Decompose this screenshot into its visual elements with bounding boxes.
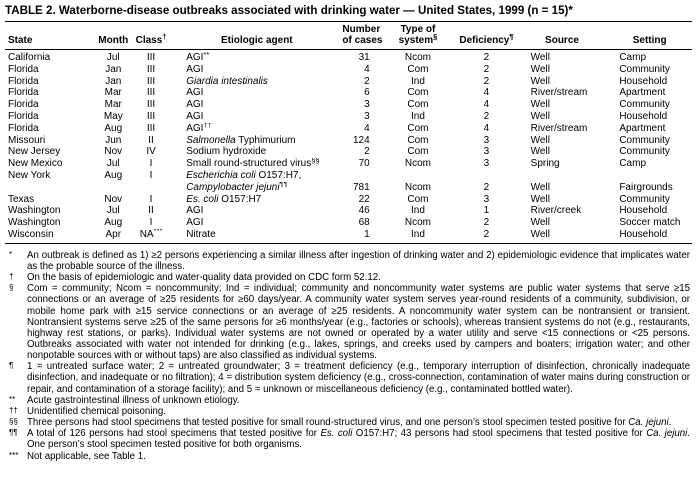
cell-type: Com xyxy=(407,99,429,111)
cell-setting: Community xyxy=(619,63,670,75)
footnote-marker: ¶¶ xyxy=(9,428,18,438)
table-row xyxy=(5,229,692,243)
cell-setting: Apartment xyxy=(619,87,666,99)
cell-setting: Household xyxy=(619,110,668,122)
cell-state: Florida xyxy=(8,75,39,87)
footnote-text: Unidentified chemical poisoning. xyxy=(27,405,166,417)
table-row xyxy=(5,146,692,158)
cell-cls: III xyxy=(146,63,156,75)
footnote-marker: §§ xyxy=(9,417,18,427)
table-row xyxy=(5,50,692,64)
table-row xyxy=(5,135,692,147)
cell-month: Jul xyxy=(106,52,120,63)
footnote-text: A total of 126 persons had stool specimens that tested positive for Es. coli O157:H7; 43 persons had stool specimens that tested positive for Ca. jejuni. One person’s stool specimen tested positive for both organisms. xyxy=(27,428,690,451)
footnote xyxy=(5,428,692,450)
cell-source: Well xyxy=(530,193,550,205)
table-row xyxy=(5,99,692,111)
cell-cases: 68 xyxy=(358,217,370,229)
footnote-marker: * xyxy=(9,249,13,259)
cell-state: Washington xyxy=(8,217,61,229)
cell-def xyxy=(456,170,516,182)
cell-agent: Campylobacter jejuni¶¶ xyxy=(186,181,288,193)
cell-cls: III xyxy=(146,75,156,87)
cell-month: Apr xyxy=(105,228,122,240)
cell-agent: Escherichia coli O157:H7, xyxy=(186,169,302,181)
cell-type: Ncom xyxy=(404,181,432,193)
cell-month xyxy=(96,182,131,194)
cell-agent: AGI xyxy=(186,99,204,111)
column-header-month: Month xyxy=(96,24,131,50)
cell-setting: Household xyxy=(619,75,668,87)
cell-setting: Community xyxy=(619,193,670,205)
cell-state xyxy=(5,182,96,194)
cell-type: Com xyxy=(407,146,429,158)
cell-type: Ind xyxy=(411,110,425,122)
table-row xyxy=(5,194,692,206)
title-rule xyxy=(5,21,692,22)
cell-state: New Mexico xyxy=(8,158,63,170)
cell-agent: AGI xyxy=(186,63,204,75)
cell-agent: Giardia intestinalis xyxy=(186,75,268,87)
cell-month: Aug xyxy=(104,169,123,181)
footnote-marker: †† xyxy=(9,405,18,415)
cell-source: River/stream xyxy=(530,87,588,99)
cell-def: 2 xyxy=(483,75,490,87)
footnote-marker: ** xyxy=(9,394,16,404)
cell-def: 2 xyxy=(483,110,490,122)
footnote xyxy=(5,395,692,406)
cell-month: Jan xyxy=(105,63,122,75)
cell-setting: Camp xyxy=(619,52,647,63)
cell-type: Com xyxy=(407,122,429,134)
cell-state: Wisconsin xyxy=(8,228,54,240)
cell-type: Ncom xyxy=(404,217,432,229)
cell-cls: I xyxy=(149,158,153,170)
cell-agent: AGI** xyxy=(186,49,210,63)
cell-cases: 4 xyxy=(364,63,370,75)
footnote-text: Acute gastrointestinal illness of unknown etiology. xyxy=(27,394,240,406)
cell-cases: 31 xyxy=(358,52,370,63)
cell-source: Well xyxy=(530,75,550,87)
column-header-type: Type of system§ xyxy=(380,24,457,50)
footnote-text: Three persons had stool specimens that tested positive for small round-structured virus, and one person’s stool specimen tested positive for Ca. jejuni. xyxy=(27,417,672,429)
cell-def: 4 xyxy=(483,122,490,134)
footnote-text: On the basis of epidemiologic and water-quality data provided on CDC form 52.12. xyxy=(27,272,381,284)
table-row xyxy=(5,158,692,170)
cell-type: Ind xyxy=(411,228,425,240)
cell-def: 1 xyxy=(483,205,490,217)
cell-def: 3 xyxy=(483,158,490,170)
cell-def: 2 xyxy=(483,217,490,229)
column-header-cls: Class† xyxy=(131,24,171,50)
footnote xyxy=(5,272,692,283)
footnote-marker: ¶ xyxy=(9,361,14,371)
cell-source: Well xyxy=(530,146,550,158)
cell-agent: AGI xyxy=(186,217,204,229)
cell-def: 2 xyxy=(483,63,490,75)
cell-month: Mar xyxy=(104,87,122,99)
cell-cases: 1 xyxy=(364,228,370,240)
cell-month: Mar xyxy=(104,99,122,111)
table-body xyxy=(5,50,692,244)
cell-def: 2 xyxy=(483,52,490,63)
cell-month: Jul xyxy=(106,205,120,217)
footnote xyxy=(5,361,692,394)
cell-def: 3 xyxy=(483,146,490,158)
cell-agent: Sodium hydroxide xyxy=(186,146,267,158)
footnote-marker: *** xyxy=(9,450,19,460)
cell-def: 2 xyxy=(483,181,490,193)
cell-agent: Small round-structured virus§§ xyxy=(186,158,320,170)
cell-setting: Soccer match xyxy=(619,217,681,229)
cell-agent: Nitrate xyxy=(186,228,216,240)
cell-cls: II xyxy=(148,205,154,217)
cell-state: Florida xyxy=(8,99,39,111)
cell-source: Well xyxy=(530,99,550,111)
cell-state: Washington xyxy=(8,205,61,217)
cell-agent: AGI xyxy=(186,205,204,217)
table-row xyxy=(5,64,692,76)
table-row xyxy=(5,205,692,217)
cell-cases: 781 xyxy=(353,181,370,193)
cell-cases: 4 xyxy=(364,122,370,134)
table-row xyxy=(5,182,692,194)
cell-cls: III xyxy=(146,52,156,63)
cell-month: Jun xyxy=(105,134,122,146)
cell-cls xyxy=(131,182,171,194)
cell-cls: III xyxy=(146,110,156,122)
table-row xyxy=(5,87,692,99)
cell-state: California xyxy=(8,52,51,63)
cell-month: Jan xyxy=(105,75,122,87)
cell-month: Jul xyxy=(106,158,120,170)
cell-cases: 3 xyxy=(364,99,370,111)
cell-source: Well xyxy=(530,181,550,193)
footnote-text: Not applicable, see Table 1. xyxy=(27,450,146,462)
cell-state: Texas xyxy=(8,193,35,205)
cell-month: Aug xyxy=(104,217,123,229)
table-row xyxy=(5,123,692,135)
cell-cases xyxy=(342,170,379,182)
column-header-agent: Etiologic agent xyxy=(171,24,342,50)
header-row xyxy=(5,24,692,50)
cell-setting: Community xyxy=(619,146,670,158)
cell-cases: 2 xyxy=(364,75,370,87)
cell-def: 4 xyxy=(483,87,490,99)
cell-setting: Community xyxy=(619,134,670,146)
footnote xyxy=(5,451,692,462)
cell-source: Well xyxy=(530,63,550,75)
cell-def: 2 xyxy=(483,228,490,240)
column-header-cases: Number of cases xyxy=(342,24,379,50)
footnote-text: Com = community; Ncom = noncommunity; Ind = individual; community and noncommunity water systems are public water systems that serve ≥15 connections or an average of ≥25 residents for ≥60 days/year. A community water system serves year-round residents of a community, subdivision, or mobile home park with ≥15 service connections or an average of ≥25 residents. A noncommunity water system can be nontransient or transient. Nontransient systems serve ≥25 of the same persons for ≥6 months/year (e.g., factories or schools), whereas transient systems do not (e.g., restaurants, highway rest stations, or parks). Individual water systems are not owned or operated by a water utility and serve <15 connections or <25 persons. Outbreaks associated with water not intended for drinking (e.g., lakes, springs, and creeks used by campers and boaters; irrigation water; and other nonpotable sources with or without taps) are also classified as individual systems. xyxy=(27,283,690,362)
cell-month: Nov xyxy=(104,193,123,205)
footnote xyxy=(5,406,692,417)
table-row xyxy=(5,111,692,123)
cell-setting: Fairgrounds xyxy=(619,181,673,193)
cell-source: Spring xyxy=(530,158,560,170)
cell-cases: 2 xyxy=(364,146,370,158)
cell-state: Florida xyxy=(8,122,39,134)
footnote xyxy=(5,250,692,272)
cell-setting: Apartment xyxy=(619,122,666,134)
column-header-source: Source xyxy=(517,24,608,50)
footnote-marker: † xyxy=(9,272,14,282)
cell-month: Aug xyxy=(104,122,123,134)
cell-state: Florida xyxy=(8,110,39,122)
cell-cases: 6 xyxy=(364,87,370,99)
cell-source: Well xyxy=(530,217,550,229)
cell-source: Well xyxy=(530,134,550,146)
cell-cls: IV xyxy=(146,146,156,158)
cell-state: Florida xyxy=(8,63,39,75)
cell-setting: Household xyxy=(619,228,668,240)
cell-setting: Household xyxy=(619,205,668,217)
cell-agent: AGI xyxy=(186,110,204,122)
cell-month: May xyxy=(103,110,123,122)
cell-source: Well xyxy=(530,52,550,63)
cell-cls: NA*** xyxy=(139,228,163,240)
cell-cases: 124 xyxy=(353,134,370,146)
cell-type: Com xyxy=(407,193,429,205)
cell-source: Well xyxy=(530,228,550,240)
footnote-text: An outbreak is defined as 1) ≥2 persons experiencing a similar illness after ingestion of drinking water and 2) epidemiologic evidence that implicates water as the probable source of the illness. xyxy=(27,249,690,272)
cell-month: Nov xyxy=(104,146,123,158)
cell-def: 4 xyxy=(483,99,490,111)
cell-state: New York xyxy=(8,169,51,181)
cell-source: River/creek xyxy=(530,205,582,217)
cell-type xyxy=(380,170,457,182)
cell-cls: II xyxy=(148,134,154,146)
cell-type: Ncom xyxy=(404,52,432,63)
cell-cls: III xyxy=(146,122,156,134)
cell-cls: III xyxy=(146,99,156,111)
table-row xyxy=(5,217,692,229)
footnote xyxy=(5,417,692,428)
cell-source xyxy=(517,170,608,182)
cell-cases: 3 xyxy=(364,110,370,122)
cell-agent: Salmonella Typhimurium xyxy=(186,134,296,146)
cell-state: Missouri xyxy=(8,134,46,146)
cell-cases: 22 xyxy=(358,193,370,205)
cell-cls: III xyxy=(146,87,156,99)
cell-cls: I xyxy=(149,169,153,181)
cell-type: Com xyxy=(407,134,429,146)
cell-type: Ind xyxy=(411,75,425,87)
footnotes xyxy=(5,250,692,462)
cell-setting: Camp xyxy=(619,158,647,170)
footnote-marker: § xyxy=(9,283,14,293)
column-header-setting: Setting xyxy=(607,24,692,50)
cell-source: Well xyxy=(530,110,550,122)
column-header-def: Deficiency¶ xyxy=(456,24,516,50)
cell-type: Ind xyxy=(411,205,425,217)
cell-source: River/stream xyxy=(530,122,588,134)
cell-cases: 46 xyxy=(358,205,370,217)
table-row xyxy=(5,170,692,182)
cell-def: 3 xyxy=(483,193,490,205)
cell-setting xyxy=(607,170,692,182)
footnote-text: 1 = untreated surface water; 2 = untreated groundwater; 3 = treatment deficiency (e.g., temporary interruption of disinfection, chronically inadequate disinfection, and inadequate or no filtration); 4 = distribution system deficiency (e.g., cross-connection, contamination of water mains during construction or repair, and contamination of a storage facility); and 5 = unknown or miscellaneous deficiency (e.g., contaminated bottled water). xyxy=(27,361,690,395)
column-header-state: State xyxy=(5,24,96,50)
cell-agent: Es. coli O157:H7 xyxy=(186,193,262,205)
cell-state: Florida xyxy=(8,87,39,99)
cell-type: Com xyxy=(407,87,429,99)
cell-state: New Jersey xyxy=(8,146,61,158)
cell-setting: Community xyxy=(619,99,670,111)
footnote xyxy=(5,283,692,361)
cell-type: Com xyxy=(407,63,429,75)
table-row xyxy=(5,76,692,88)
cell-cases: 70 xyxy=(358,158,370,170)
table-title: TABLE 2. Waterborne-disease outbreaks associated with drinking water — United States, 1999 (n = 15)* xyxy=(5,4,573,17)
table-header xyxy=(5,24,692,50)
cell-def: 3 xyxy=(483,134,490,146)
cell-cls: I xyxy=(149,193,153,205)
outbreaks-table xyxy=(5,24,692,244)
cell-agent: AGI†† xyxy=(186,122,212,134)
cell-type: Ncom xyxy=(404,158,432,170)
cell-cls: I xyxy=(149,217,153,229)
cell-agent: AGI xyxy=(186,87,204,99)
